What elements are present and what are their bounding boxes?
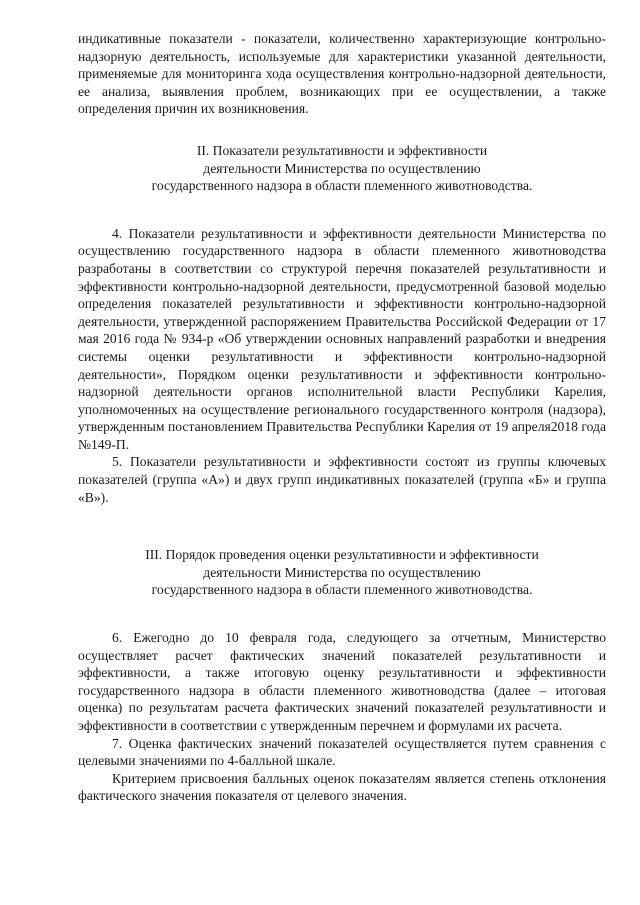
section-2-heading	[78, 142, 606, 195]
paragraph-8: Критерием присвоения балльных оценок показателям является степень отклонения фактического значения показателя от целевого значения.	[78, 770, 606, 804]
section-3-heading	[78, 546, 606, 599]
section-2-heading-line: II. Показатели результативности и эффективности	[196, 142, 488, 158]
section-2-heading-line: государственного надзора в области племенного животноводства.	[151, 178, 533, 194]
section-3-heading-line: III. Порядок проведения оценки результативности и эффективности	[145, 547, 539, 563]
paragraph-7: 7. Оценка фактических значений показателей осуществляется путем сравнения с целевыми значениями по 4-балльной шкале.	[78, 735, 606, 769]
section-3-heading-line: государственного надзора в области племенного животноводства.	[151, 582, 533, 598]
paragraph-5: 5. Показатели результативности и эффективности состоят из группы ключевых показателей (группа «А») и двух групп индикативных показателей (группа «Б» и группа «В»).	[78, 454, 606, 505]
section-2-heading-line: деятельности Министерства по осуществлению	[203, 160, 481, 176]
intro-paragraph: индикативные показатели - показатели, количественно характеризующие контрольно-надзорную деятельность, используемые для характеристики указанной деятельности, применяемые для мониторинга хода осуществления контрольно-надзорной деятельности, ее анализа, выявления проблем, возникающих при ее осуществлении, а также определения причин их возникновения.	[78, 31, 606, 117]
paragraph-4: 4. Показатели результативности и эффективности деятельности Министерства по осуществлению государственного надзора в области племенного животноводства разработаны в соответствии со структурой перечня показателей результативности и эффективности контрольно-надзорной деятельности, предусмотренной базовой моделью определения показателей результативности и эффективности контрольно-надзорной деятельности, утвержденной распоряжением Правительства Российской Федерации от 17 мая 2016 года № 934-р «Об утверждении основных направлений разработки и внедрения системы оценки результативности и эффективности контрольно-надзорной деятельности», Порядком оценки результативности и эффективности контрольно-надзорной деятельности органов исполнительной власти Республики Карелия, уполномоченных на осуществление регионального государственного контроля (надзора), утвержденным постановлением Правительства Республики Карелия от 19 апреля2018 года №149-П.	[78, 225, 606, 452]
paragraph-6: 6. Ежегодно до 10 февраля года, следующего за отчетным, Министерство осуществляет расчет фактических значений показателей результативности и эффективности, а также итоговую оценку результативности и эффективности государственного надзора в области племенного животноводства (далее – итоговая оценка) по результатам расчета фактических значений показателей результативности и эффективности в соответствии с утвержденным перечнем и формулами их расчета.	[78, 630, 606, 733]
section-3-heading-line: деятельности Министерства по осуществлению	[203, 564, 481, 580]
